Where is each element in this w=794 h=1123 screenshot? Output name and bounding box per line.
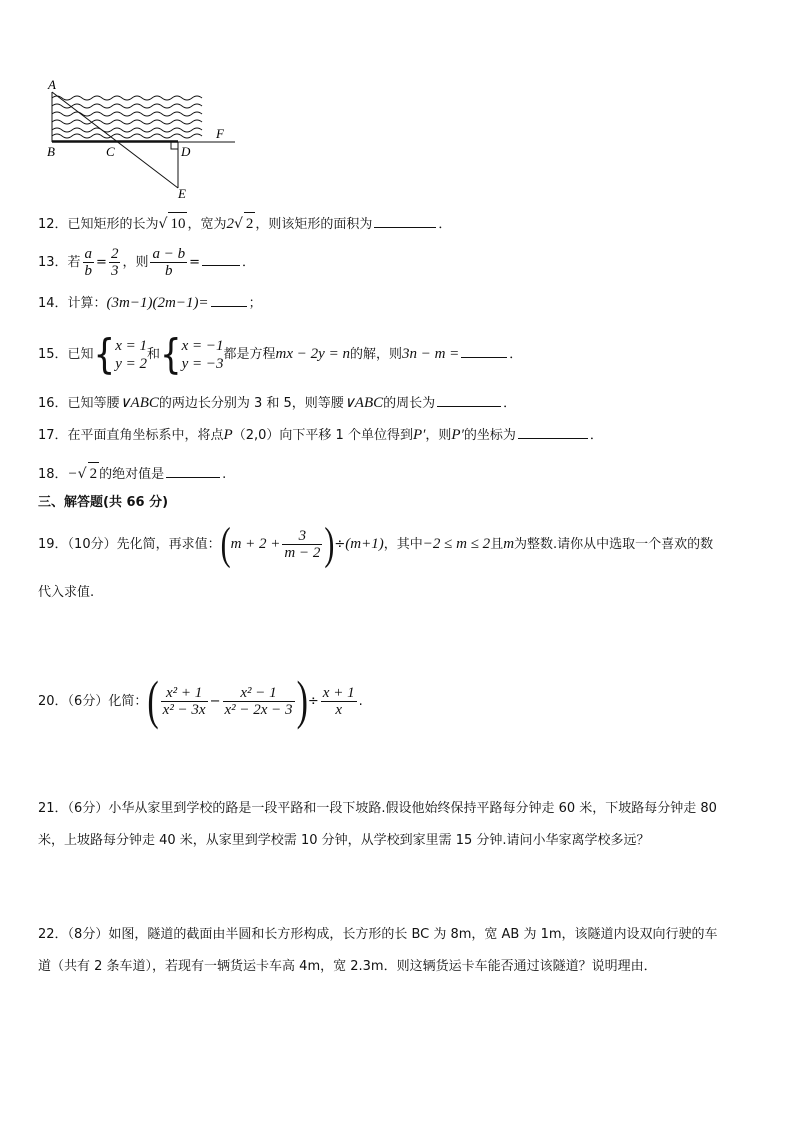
- frac-num: 2: [110, 246, 119, 262]
- q19-term2: (m+1): [345, 536, 384, 552]
- q16-suffix: 的周长为: [383, 396, 436, 411]
- divide-sign: ÷: [307, 694, 319, 709]
- q19-term1: m + 2 +: [230, 536, 281, 552]
- q18-end: .: [222, 467, 227, 482]
- label-C: C: [106, 144, 115, 159]
- q14-end: ；: [248, 296, 262, 311]
- right-angle-mark: [171, 142, 178, 149]
- question-21-line2: 米，上坡路每分钟走 40 米，从家里到学校需 10 分钟，从学校到家里需 15 分钟.请问小华家离学校多远？: [38, 833, 650, 848]
- frac-den: x: [335, 702, 343, 718]
- variable-m: m: [503, 536, 515, 552]
- q13-prefix: 13．若: [38, 255, 81, 270]
- question-21-line1: 21．（6分）小华从家里到学校的路是一段平路和一段下坡路.假设他始终保持平路每分钟走 60 米，下坡路每分钟走 80: [38, 801, 717, 816]
- point-p-prime: P′: [412, 427, 426, 443]
- right-paren: ): [324, 519, 335, 569]
- q17-prefix: 17．在平面直角坐标系中，将点: [38, 428, 224, 443]
- answer-blank[interactable]: [518, 424, 588, 439]
- q13-mid: ，则: [122, 255, 149, 270]
- frac-den: x² − 2x − 3: [224, 702, 293, 718]
- equals: =: [189, 255, 200, 270]
- minus-sign: −: [67, 466, 78, 482]
- sqrt-symbol: √: [158, 216, 168, 232]
- q17-end: ．: [589, 428, 603, 443]
- label-F: F: [216, 126, 224, 141]
- fraction-a-b: [83, 246, 95, 279]
- q15-equation: mx − 2y = n: [275, 346, 350, 362]
- q15-mid2: 的解，则: [349, 347, 402, 362]
- fraction-2: [223, 685, 295, 718]
- question-20: [38, 671, 363, 731]
- q14-expression: (3m−1)(2m−1)=: [106, 295, 209, 311]
- divide-sign: ÷: [334, 537, 346, 552]
- q17-mid: 向下平移 1 个单位得到: [279, 428, 413, 443]
- frac-num: a: [84, 246, 93, 262]
- q19-cond2: 且: [490, 537, 504, 552]
- q15-prefix: 15．已知: [38, 347, 94, 362]
- q16-mid: 的两边长分别为 3 和 5，则等腰: [158, 396, 344, 411]
- q20-end: .: [358, 694, 363, 709]
- q15-expression: 3n − m =: [401, 346, 460, 362]
- question-16: [38, 392, 516, 415]
- fraction-3-m-2: [282, 528, 322, 561]
- minus-sign: −: [209, 694, 221, 709]
- frac-num: x² + 1: [161, 685, 208, 702]
- q17-mid2: ，则: [425, 428, 452, 443]
- fraction-3: [321, 685, 357, 718]
- q12-mid: ，宽为: [187, 217, 227, 232]
- frac-den: b: [165, 263, 173, 279]
- q17-suffix: 的坐标为: [463, 428, 516, 443]
- q16-prefix: 16．已知等腰: [38, 396, 120, 411]
- right-paren: ): [296, 671, 308, 731]
- question-22-line1: 22．（8分）如图，隧道的截面由半圆和长方形构成，长方形的长 BC 为 8m，宽 AB 为 1m，该隧道内设双向行驶的车: [38, 927, 718, 942]
- q12-end: ．: [438, 217, 452, 232]
- q19-suffix: 为整数.请你从中选取一个喜欢的数: [514, 537, 714, 552]
- point-p-coord: （2,0）: [232, 428, 280, 443]
- frac-num: a − b: [152, 246, 186, 262]
- q19-prefix: 19．（10分）先化简，再求值：: [38, 537, 221, 552]
- q12-sqrt-value: 10: [168, 212, 187, 235]
- question-12: [38, 212, 451, 236]
- q18-sqrt-value: 2: [88, 462, 100, 485]
- q15-end: ．: [509, 347, 523, 362]
- label-A: A: [48, 78, 56, 92]
- q12-width-coef: 2: [226, 216, 234, 232]
- frac-den: b: [84, 263, 93, 279]
- sqrt-symbol: √: [233, 216, 243, 232]
- point-p: P: [223, 427, 233, 443]
- q12-width-rad: 2: [244, 212, 256, 235]
- question-22-line2: 道（共有 2 条车道），若现有一辆货运卡车高 4m，宽 2.3m．则这辆货运卡车能否通过该隧道？说明理由．: [38, 959, 657, 974]
- frac-den: x² − 3x: [162, 702, 206, 718]
- answer-blank[interactable]: [437, 392, 501, 407]
- river-figure: [30, 78, 250, 202]
- question-14: [38, 292, 262, 315]
- answer-blank[interactable]: [374, 213, 436, 228]
- label-D: D: [181, 144, 191, 159]
- point-p-prime: P′: [451, 427, 464, 443]
- system-line: x = 1: [115, 337, 147, 354]
- q13-end: ．: [242, 255, 256, 270]
- q16-end: ．: [503, 396, 517, 411]
- left-paren: (: [220, 519, 231, 569]
- q19-range: −2 ≤ m ≤ 2: [422, 536, 491, 552]
- frac-den: 3: [110, 263, 119, 279]
- answer-blank[interactable]: [166, 463, 220, 478]
- fraction-amb-b: [150, 246, 187, 279]
- q15-mid: 都是方程: [223, 347, 276, 362]
- sqrt-symbol: √: [77, 466, 87, 482]
- answer-blank[interactable]: [211, 292, 247, 307]
- q18-prefix: 18．: [38, 467, 68, 482]
- system-2: [182, 337, 224, 373]
- question-19: [38, 519, 714, 569]
- answer-blank[interactable]: [461, 343, 507, 358]
- system-1: [115, 337, 147, 373]
- q12-suffix: ，则该矩形的面积为: [255, 217, 373, 232]
- frac-num: 3: [282, 528, 322, 545]
- q12-prefix: 12．已知矩形的长为: [38, 217, 159, 232]
- answer-blank[interactable]: [202, 251, 240, 266]
- q18-suffix: 的绝对值是: [99, 467, 165, 482]
- q19-cond: ，其中: [383, 537, 423, 552]
- left-paren: (: [147, 671, 159, 731]
- left-brace: {: [159, 330, 182, 379]
- fraction-2-3: [109, 246, 121, 279]
- line-AE: [52, 92, 178, 188]
- system-line: y = −3: [181, 355, 224, 372]
- q14-prefix: 14．计算：: [38, 296, 107, 311]
- frac-num: x + 1: [322, 685, 355, 701]
- section-3-title: 三、解答题(共 66 分): [38, 495, 169, 510]
- fraction-1: [161, 685, 208, 718]
- question-13: [38, 246, 255, 279]
- question-17: [38, 424, 603, 447]
- question-18: [38, 462, 226, 486]
- frac-den: m − 2: [284, 545, 321, 561]
- triangle-abc: ∨ABC: [119, 395, 159, 411]
- left-brace: {: [93, 330, 116, 379]
- system-line: y = 2: [115, 355, 147, 372]
- system-line: x = −1: [181, 337, 224, 354]
- label-B: B: [47, 144, 55, 159]
- water-waves: [52, 96, 202, 138]
- equals: =: [96, 255, 107, 270]
- q20-prefix: 20．（6分）化简：: [38, 694, 148, 709]
- label-E: E: [178, 186, 186, 201]
- triangle-abc: ∨ABC: [343, 395, 384, 411]
- question-19-line2: 代入求值.: [38, 585, 95, 600]
- question-15: [38, 330, 523, 379]
- q15-and: 和: [146, 347, 160, 362]
- frac-num: x² − 1: [223, 685, 295, 702]
